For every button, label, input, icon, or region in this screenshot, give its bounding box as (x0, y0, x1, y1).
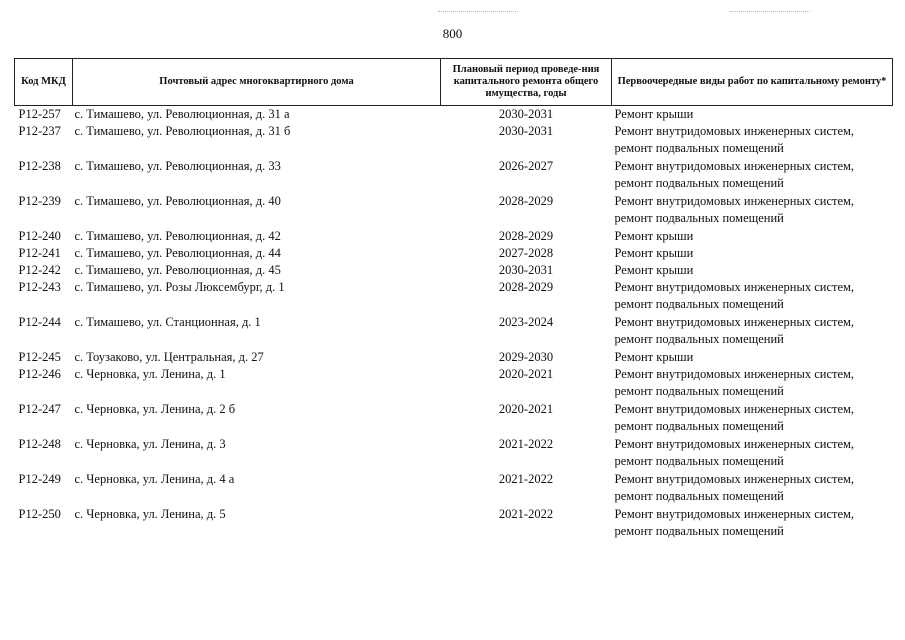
row-address: с. Тимашево, ул. Революционная, д. 44 (74, 246, 281, 260)
row-address: с. Тимашево, ул. Революционная, д. 40 (74, 194, 281, 208)
table-row (15, 106, 893, 124)
row-period: 2028-2029 (498, 280, 554, 294)
row-code: Р12-242 (18, 263, 61, 277)
row-works: Ремонт крыши (614, 229, 694, 243)
row-period: 2023-2024 (498, 315, 554, 329)
row-code: Р12-241 (18, 246, 61, 260)
row-period: 2030-2031 (498, 107, 554, 121)
row-works: Ремонт внутридомовых инженерных систем, ремонт подвальных помещений (614, 402, 855, 433)
table-row (15, 401, 893, 436)
row-works: Ремонт крыши (614, 107, 694, 121)
row-period: 2030-2031 (498, 124, 554, 138)
row-address: с. Тимашево, ул. Революционная, д. 31 а (74, 107, 290, 121)
row-period: 2030-2031 (498, 263, 554, 277)
row-address: с. Черновка, ул. Ленина, д. 2 б (74, 402, 236, 416)
page-number: 800 (442, 26, 463, 41)
table-row (15, 193, 893, 228)
row-works: Ремонт внутридомовых инженерных систем, ремонт подвальных помещений (614, 124, 855, 155)
row-period: 2029-2030 (498, 350, 554, 364)
table-header-row (15, 59, 893, 106)
row-works: Ремонт внутридомовых инженерных систем, ремонт подвальных помещений (614, 159, 855, 190)
table-row (15, 123, 893, 158)
row-code: Р12-244 (18, 315, 61, 329)
row-period: 2021-2022 (498, 437, 554, 451)
row-works: Ремонт внутридомовых инженерных систем, ремонт подвальных помещений (614, 194, 855, 225)
row-address: с. Тимашево, ул. Розы Люксембург, д. 1 (74, 280, 285, 294)
row-works: Ремонт крыши (614, 350, 694, 364)
header-address: Почтовый адрес многоквартирного дома (73, 59, 441, 106)
table-row (15, 279, 893, 314)
row-works: Ремонт внутридомовых инженерных систем, ремонт подвальных помещений (614, 367, 855, 398)
row-address: с. Черновка, ул. Ленина, д. 3 (74, 437, 226, 451)
row-code: Р12-238 (18, 159, 61, 173)
table-row (15, 158, 893, 193)
row-code: Р12-245 (18, 350, 61, 364)
row-code: Р12-248 (18, 437, 61, 451)
header-works: Первоочередные виды работ по капитальному ремонту* (612, 59, 893, 106)
scan-artifact (730, 11, 810, 12)
row-code: Р12-243 (18, 280, 61, 294)
row-period: 2026-2027 (498, 159, 554, 173)
row-period: 2021-2022 (498, 472, 554, 486)
row-address: с. Черновка, ул. Ленина, д. 5 (74, 507, 226, 521)
row-code: Р12-250 (18, 507, 61, 521)
table-row (15, 314, 893, 349)
row-address: с. Черновка, ул. Ленина, д. 4 а (74, 472, 235, 486)
row-code: Р12-239 (18, 194, 61, 208)
row-address: с. Тимашево, ул. Революционная, д. 42 (74, 229, 281, 243)
row-code: Р12-247 (18, 402, 61, 416)
table-row (15, 366, 893, 401)
header-period: Плановый период проведе-ния капитального ремонта общего имущества, годы (441, 59, 612, 106)
table-row (15, 228, 893, 245)
row-period: 2028-2029 (498, 194, 554, 208)
row-address: с. Тимашево, ул. Станционная, д. 1 (74, 315, 261, 329)
row-code: Р12-240 (18, 229, 61, 243)
row-code: Р12-246 (18, 367, 61, 381)
row-code: Р12-257 (18, 107, 61, 121)
row-works: Ремонт внутридомовых инженерных систем, ремонт подвальных помещений (614, 437, 855, 468)
row-period: 2020-2021 (498, 367, 554, 381)
row-address: с. Тимашево, ул. Революционная, д. 33 (74, 159, 281, 173)
row-works: Ремонт внутридомовых инженерных систем, ремонт подвальных помещений (614, 315, 855, 346)
table-row (15, 436, 893, 471)
row-address: с. Тоузаково, ул. Центральная, д. 27 (74, 350, 264, 364)
row-address: с. Тимашево, ул. Революционная, д. 45 (74, 263, 281, 277)
capital-repair-table (14, 58, 893, 541)
table-row (15, 262, 893, 279)
row-address: с. Тимашево, ул. Революционная, д. 31 б (74, 124, 291, 138)
row-works: Ремонт внутридомовых инженерных систем, ремонт подвальных помещений (614, 280, 855, 311)
row-code: Р12-249 (18, 472, 61, 486)
table-row (15, 349, 893, 366)
table-row (15, 506, 893, 541)
row-period: 2020-2021 (498, 402, 554, 416)
table-row (15, 471, 893, 506)
row-works: Ремонт крыши (614, 246, 694, 260)
row-address: с. Черновка, ул. Ленина, д. 1 (74, 367, 226, 381)
row-period: 2028-2029 (498, 229, 554, 243)
row-period: 2021-2022 (498, 507, 554, 521)
row-works: Ремонт внутридомовых инженерных систем, ремонт подвальных помещений (614, 507, 855, 538)
header-code: Код МКД (15, 59, 73, 106)
row-period: 2027-2028 (498, 246, 554, 260)
row-code: Р12-237 (18, 124, 61, 138)
row-works: Ремонт крыши (614, 263, 694, 277)
row-works: Ремонт внутридомовых инженерных систем, ремонт подвальных помещений (614, 472, 855, 503)
scan-artifact (438, 11, 518, 12)
table-row (15, 245, 893, 262)
